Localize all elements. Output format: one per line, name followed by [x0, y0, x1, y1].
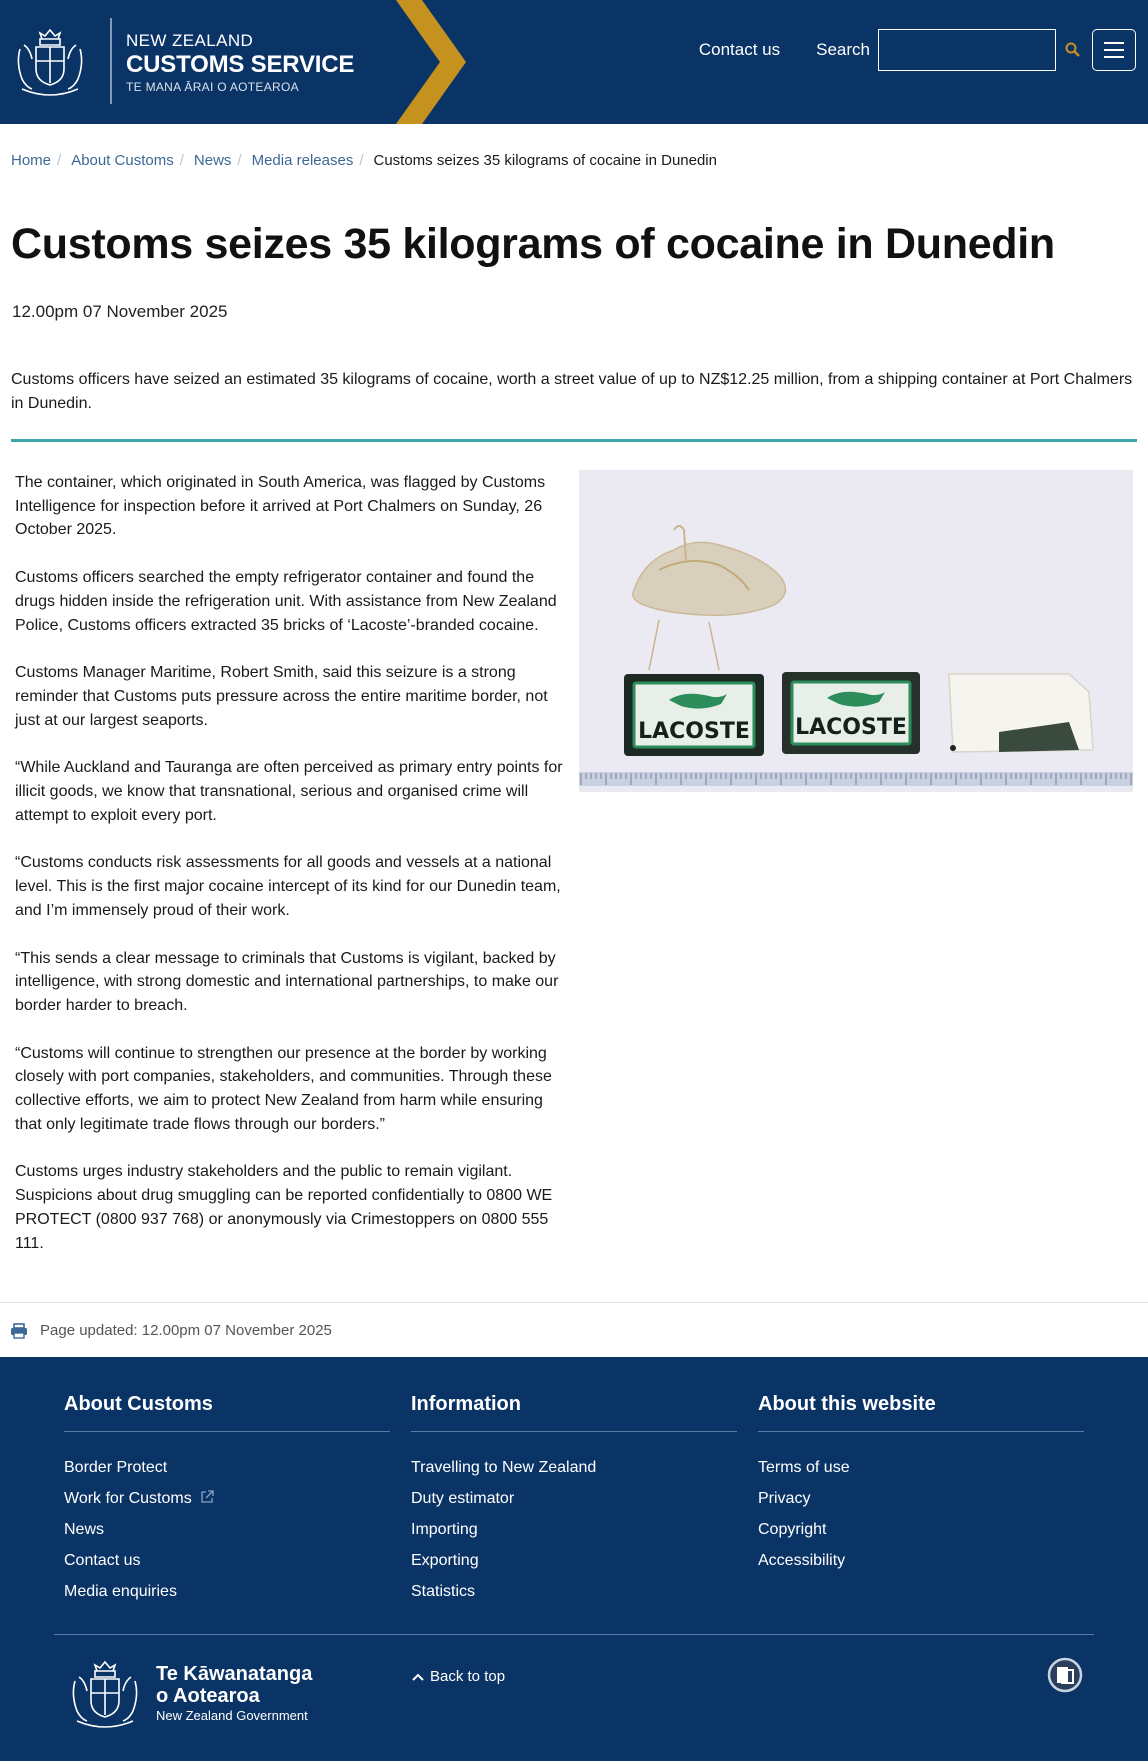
seizure-photo	[579, 470, 1133, 792]
page-updated-bar	[0, 1302, 1148, 1357]
footer-link-importing[interactable]: Importing	[411, 1521, 478, 1538]
article-body	[15, 471, 571, 1279]
brick-label: LACOSTE	[638, 719, 750, 744]
footer-column-about-customs	[64, 1393, 390, 1607]
page-updated-text: Page updated: 12.00pm 07 November 2025	[40, 1322, 332, 1339]
breadcrumb-about-customs[interactable]: About Customs	[71, 152, 174, 169]
footer-heading: About Customs	[64, 1393, 390, 1432]
gov-logo-line-2: o Aotearoa	[156, 1685, 260, 1707]
external-link-icon	[200, 1490, 214, 1504]
footer-link-terms[interactable]: Terms of use	[758, 1459, 850, 1476]
gold-chevron-decoration	[392, 0, 472, 124]
footer-divider	[54, 1634, 1094, 1635]
body-paragraph: Customs officers searched the empty refrigerator container and found the drugs hidden inside the refrigeration unit. With assistance from New Zealand Police, Customs officers extracted 35 bricks of ‘Lacoste’-branded cocaine.	[15, 569, 557, 634]
nz-coat-of-arms-logo[interactable]	[10, 25, 90, 99]
breadcrumb-current: Customs seizes 35 kilograms of cocaine in Dunedin	[373, 152, 717, 169]
footer-link-work-for-customs[interactable]	[64, 1490, 214, 1507]
back-to-top-label: Back to top	[430, 1668, 506, 1685]
logo-divider	[110, 18, 112, 104]
logo-line-2: CUSTOMS SERVICE	[126, 51, 355, 78]
body-paragraph: The container, which originated in South America, was flagged by Customs Intelligence for inspection before it arrived at Port Chalmers on Sunday, 26 October 2025.	[15, 474, 546, 539]
breadcrumb-separator: /	[179, 152, 184, 169]
body-paragraph: “This sends a clear message to criminals that Customs is vigilant, backed by intelligence, with strong domestic and international partnerships, to make our border harder to breach.	[15, 949, 559, 1014]
lead-paragraph: Customs officers have seized an estimated 35 kilograms of cocaine, worth a street value of up to NZ$12.25 million, from a shipping container at Port Chalmers in Dunedin.	[11, 371, 1133, 412]
body-paragraph: Customs urges industry stakeholders and the public to remain vigilant. Suspicions about drug smuggling can be reported confidentially to 0800 WE PROTECT (0800 937 768) or anonymously via Crimestoppers on 0800 555 111.	[15, 1163, 553, 1252]
breadcrumb	[11, 152, 717, 169]
search-input[interactable]	[878, 29, 1056, 71]
footer-link-accessibility[interactable]: Accessibility	[758, 1552, 846, 1569]
breadcrumb-separator: /	[237, 152, 242, 169]
menu-icon	[1104, 42, 1124, 44]
footer-column-about-website	[758, 1393, 1084, 1576]
brick-label: LACOSTE	[795, 715, 907, 740]
footer-link-copyright[interactable]: Copyright	[758, 1521, 827, 1538]
search-label: Search	[816, 40, 870, 59]
footer-link-border-protect[interactable]: Border Protect	[64, 1459, 168, 1476]
gov-logo-text	[156, 1663, 312, 1725]
body-paragraph: “Customs will continue to strengthen our presence at the border by working closely with port companies, stakeholders, and communities. Through these collective efforts, we aim to protect New Zealand from harm while ensuring that only legitimate trade flows through our borders.”	[15, 1044, 552, 1133]
footer-column-information	[411, 1393, 737, 1607]
gov-logo-line-1: Te Kāwanatanga	[156, 1663, 313, 1685]
footer-heading: Information	[411, 1393, 737, 1432]
site-footer	[0, 1357, 1148, 1761]
site-logo-text[interactable]	[126, 31, 354, 95]
footer-link-news[interactable]: News	[64, 1521, 105, 1538]
logo-line-3: TE MANA ĀRAI O AOTEAROA	[126, 80, 299, 94]
logo-line-1: NEW ZEALAND	[126, 31, 254, 50]
nz-government-logo[interactable]	[64, 1657, 312, 1731]
footer-link-statistics[interactable]: Statistics	[411, 1583, 476, 1600]
breadcrumb-media-releases[interactable]: Media releases	[251, 152, 354, 169]
footer-link-travelling[interactable]: Travelling to New Zealand	[411, 1459, 597, 1476]
breadcrumb-separator: /	[359, 152, 364, 169]
published-date: 12.00pm 07 November 2025	[12, 302, 228, 321]
footer-link-privacy[interactable]: Privacy	[758, 1490, 811, 1507]
contact-us-link[interactable]: Contact us	[698, 40, 781, 59]
seizure-photo-illustration	[579, 470, 1133, 792]
site-header	[0, 0, 1148, 124]
section-divider	[11, 439, 1137, 442]
body-paragraph: “While Auckland and Tauranga are often perceived as primary entry points for illicit goods, we know that transnational, serious and organised crime will attempt to exploit every port.	[15, 759, 563, 824]
footer-link-contact-us[interactable]: Contact us	[64, 1552, 141, 1569]
header-nav	[699, 28, 1136, 72]
gov-logo-line-3: New Zealand Government	[156, 1708, 308, 1723]
footer-link-media-enquiries[interactable]: Media enquiries	[64, 1583, 177, 1600]
menu-button[interactable]	[1092, 29, 1136, 71]
accessibility-icon[interactable]	[1047, 1657, 1083, 1693]
footer-heading: About this website	[758, 1393, 1084, 1432]
search-icon	[1062, 39, 1084, 61]
footer-link-label: Work for Customs	[64, 1490, 192, 1507]
footer-link-duty-estimator[interactable]: Duty estimator	[411, 1490, 515, 1507]
chevron-up-icon	[412, 1672, 424, 1682]
body-paragraph: “Customs conducts risk assessments for all goods and vessels at a national level. This is the first major cocaine intercept of its kind for our Dunedin team, and I’m immensely proud of their work.	[15, 854, 561, 919]
breadcrumb-home[interactable]: Home	[11, 152, 52, 169]
nz-coat-of-arms-logo	[64, 1657, 146, 1731]
body-paragraph: Customs Manager Maritime, Robert Smith, said this seizure is a strong reminder that Customs puts pressure across the entire maritime border, not just at our largest seaports.	[15, 664, 548, 729]
back-to-top-link[interactable]	[412, 1668, 505, 1685]
print-icon[interactable]	[10, 1323, 28, 1339]
page-title: Customs seizes 35 kilograms of cocaine in Dunedin	[11, 220, 1055, 268]
search-button[interactable]	[1062, 39, 1084, 61]
breadcrumb-news[interactable]: News	[193, 152, 232, 169]
breadcrumb-separator: /	[57, 152, 62, 169]
footer-link-exporting[interactable]: Exporting	[411, 1552, 479, 1569]
